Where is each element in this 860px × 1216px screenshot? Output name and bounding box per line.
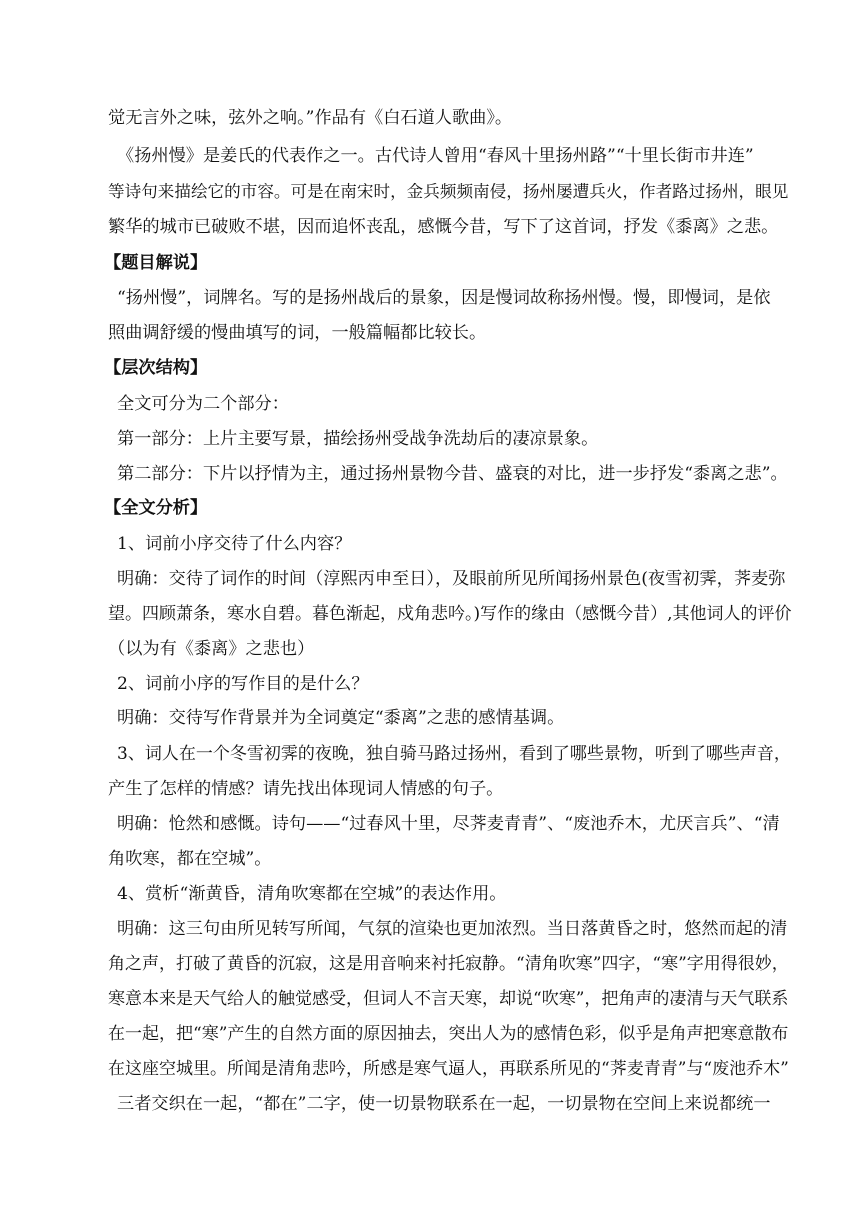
text-line: 三者交织在一起，“都在”二字，使一切景物联系在一起，一切景物在空间上来说都统一: [117, 1094, 771, 1114]
text-line: 角吹寒，都在空城”。: [108, 849, 272, 869]
text-line: 望。四顾萧条，寒水自碧。暮色渐起，戍角悲吟。)写作的缘由（感慨今昔）,其他词人的评价: [108, 604, 792, 624]
text-line: 在这座空城里。所闻是清角悲吟，所感是寒气逼人，再联系所见的“荠麦青青”与“废池乔木”: [108, 1059, 789, 1079]
text-line: 角之声，打破了黄昏的沉寂，这是用音响来衬托寂静。“清角吹寒”四字，“寒”字用得很妙，: [108, 954, 789, 974]
text-line: 第二部分：下片以抒情为主，通过扬州景物今昔、盛衰的对比，进一步抒发“黍离之悲”。: [117, 464, 788, 484]
text-line: 明确：这三句由所见转写所闻，气氛的渲染也更加浓烈。当日落黄昏之时，悠然而起的清: [117, 919, 788, 939]
text-line: 2、词前小序的写作目的是什么？: [117, 674, 369, 694]
text-line: 明确：交待了词作的时间（淳熙丙申至日），及眼前所见所闻扬州景色(夜雪初霁，荠麦弥: [117, 569, 786, 589]
text-line: 全文可分为二个部分：: [117, 394, 289, 414]
text-line: 觉无言外之味，弦外之响。”作品有《白石道人歌曲》。: [108, 108, 513, 128]
text-line: 产生了怎样的情感？请先找出体现词人情感的句子。: [108, 779, 504, 799]
text-line: （以为有《黍离》之悲也）: [108, 639, 315, 659]
section-heading: 【层次结构】: [104, 358, 208, 378]
text-line: 3、词人在一个冬雪初霁的夜晚，独自骑马路过扬州，看到了哪些景物，听到了哪些声音，: [117, 744, 791, 764]
text-line: 繁华的城市已破败不堪，因而追怀丧乱，感慨今昔，写下了这首词，抒发《黍离》之悲。: [108, 217, 779, 237]
text-line: 4、赏析“渐黄昏，清角吹寒都在空城”的表达作用。: [117, 884, 507, 904]
text-line: 在一起，把“寒”产生的自然方面的原因抽去，突出人为的感情色彩，似乎是角声把寒意散布: [108, 1024, 789, 1044]
text-line: 明确：交待写作背景并为全词奠定“黍离”之悲的感情基调。: [117, 708, 565, 728]
section-heading: 【题目解说】: [104, 253, 208, 273]
text-line: 等诗句来描绘它的市容。可是在南宋时，金兵频频南侵，扬州屡遭兵火，作者路过扬州，眼见: [108, 182, 789, 201]
text-line: 照曲调舒缓的慢曲填写的词，一般篇幅都比较长。: [108, 323, 487, 343]
section-heading: 【全文分析】: [104, 498, 208, 518]
text-line: 《扬州慢》是姜氏的代表作之一。古代诗人曾用“春风十里扬州路”“十里长街市井连”: [117, 146, 754, 166]
text-line: 第一部分：上片主要写景，描绘扬州受战争洗劫后的凄凉景象。: [117, 429, 599, 449]
text-line: 1、词前小序交待了什么内容？: [117, 534, 352, 554]
text-line: 寒意本来是天气给人的触觉感受，但词人不言天寒，却说“吹寒”，把角声的凄清与天气联系: [108, 989, 789, 1009]
text-line: “扬州慢”，词牌名。写的是扬州战后的景象，因是慢词故称扬州慢。慢，即慢词，是依: [117, 288, 771, 308]
text-line: 明确：怆然和感慨。诗句——“过春风十里，尽荠麦青青”、“废池乔木，尤厌言兵”、“清: [117, 814, 780, 834]
